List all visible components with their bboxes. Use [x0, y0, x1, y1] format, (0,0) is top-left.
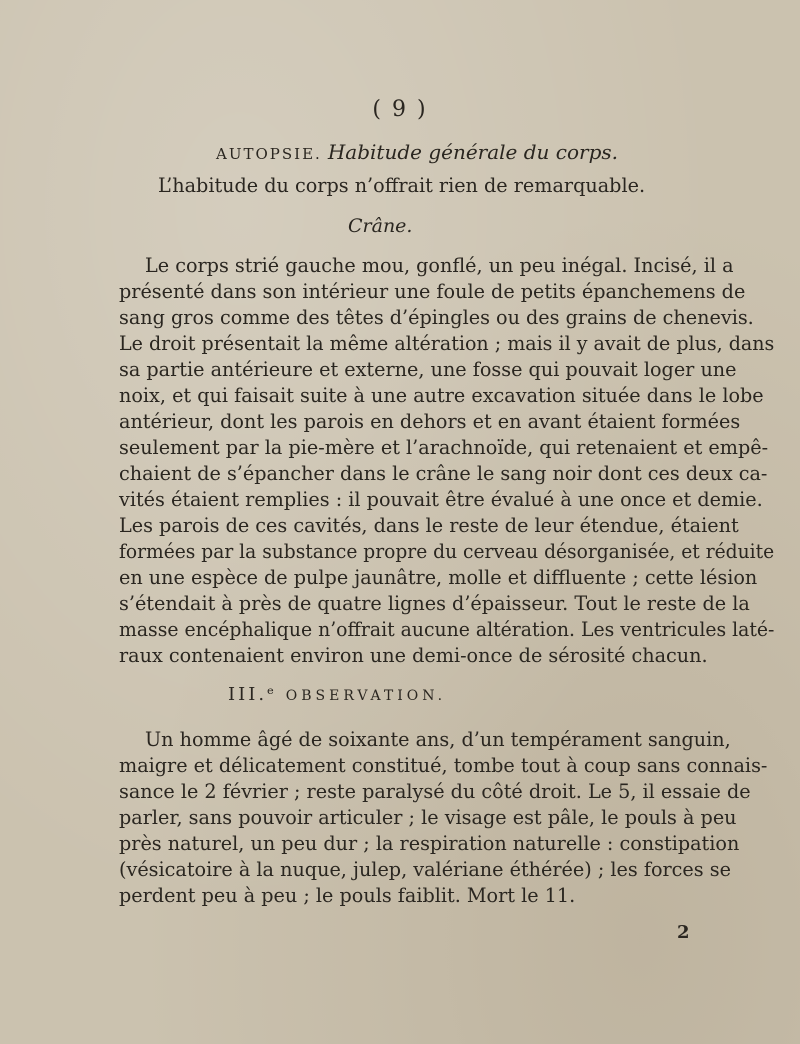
paragraph-line: antérieur, dont les parois en dehors et en avant étaient formées — [119, 410, 741, 433]
habitude-line: L’habitude du corps n’offrait rien de remarquable. — [158, 174, 646, 197]
paragraph-line: sance le 2 février ; reste paralysé du côté droit. Le 5, il essaie de — [119, 780, 751, 803]
paragraph-line: près naturel, un peu dur ; la respiration naturelle : constipation — [119, 832, 740, 855]
habitude-title: Habitude générale du corps. — [327, 140, 619, 164]
paragraph-line: en une espèce de pulpe jaunâtre, molle et diffluente ; cette lésion — [119, 566, 758, 589]
paragraph-line: (vésicatoire à la nuque, julep, valériane éthérée) ; les forces se — [119, 858, 731, 881]
paragraph-line: Le corps strié gauche mou, gonflé, un peu inégal. Incisé, il a — [145, 254, 734, 277]
paragraph-line: parler, sans pouvoir articuler ; le visage est pâle, le pouls à peu — [119, 806, 737, 829]
page-number: ( 9 ) — [372, 97, 428, 122]
paragraph-line: Un homme âgé de soixante ans, d’un tempérament sanguin, — [145, 728, 731, 751]
autopsie-label: AUTOPSIE. — [216, 145, 322, 163]
paragraph-line: seulement par la pie-mère et l’arachnoïde, qui retenaient et empê- — [119, 436, 769, 459]
paragraph-line: masse encéphalique n’offrait aucune altération. Les ventricules laté- — [119, 618, 775, 641]
paragraph-line: sa partie antérieure et externe, une fosse qui pouvait loger une — [119, 358, 737, 381]
paragraph-line: maigre et délicatement constitué, tombe tout à coup sans connais- — [119, 754, 768, 777]
paragraph-line: raux contenaient environ une demi-once de sérosité chacun. — [119, 644, 708, 667]
paragraph-line: noix, et qui faisait suite à une autre excavation située dans le lobe — [119, 384, 764, 407]
observation-label: OBSERVATION. — [285, 688, 447, 704]
paragraph-line: s’étendait à près de quatre lignes d’épaisseur. Tout le reste de la — [119, 592, 750, 615]
paragraph-line: chaient de s’épancher dans le crâne le sang noir dont ces deux ca- — [119, 462, 768, 485]
observation-heading — [228, 684, 446, 705]
crane-title: Crâne. — [348, 215, 413, 237]
paragraph-line: perdent peu à peu ; le pouls faiblit. Mort le 11. — [119, 884, 576, 907]
paragraph-line: présenté dans son intérieur une foule de petits épanchemens de — [119, 280, 746, 303]
signature-mark: 2 — [677, 922, 690, 943]
paragraph-line: sang gros comme des têtes d’épingles ou des grains de chenevis. — [119, 306, 754, 329]
paragraph-line: Le droit présentait la même altération ; mais il y avait de plus, dans — [119, 332, 775, 355]
paragraph-line: vités étaient remplies : il pouvait être évalué à une once et demie. — [119, 488, 763, 511]
paragraph-line: formées par la substance propre du cerveau désorganisée, et réduite — [119, 540, 775, 563]
observation-numeral: III.ᵉ — [228, 684, 278, 705]
paragraph-line: Les parois de ces cavités, dans le reste de leur étendue, étaient — [119, 514, 739, 537]
autopsie-heading — [216, 140, 618, 164]
